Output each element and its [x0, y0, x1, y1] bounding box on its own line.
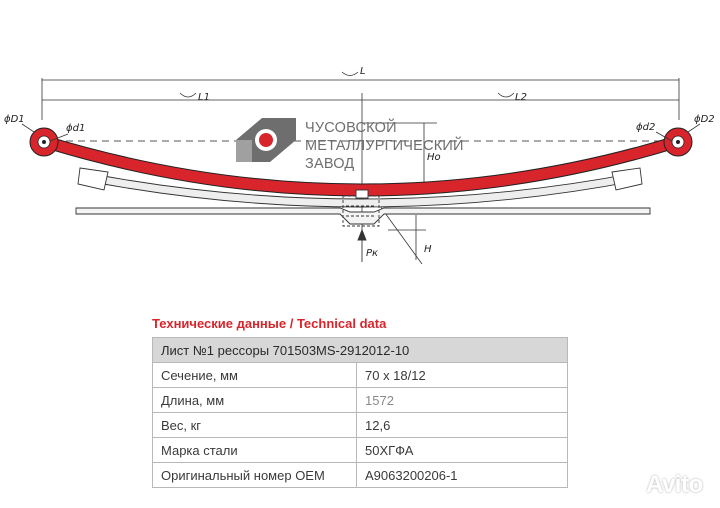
table-row [153, 388, 568, 413]
avito-watermark [612, 470, 703, 500]
logo-line1: ЧУСОВСКОЙ [305, 120, 397, 136]
load-arrow [358, 230, 366, 262]
row-label: Оригинальный номер OEM [153, 463, 357, 488]
spec-table [152, 337, 568, 488]
row-value: 50ХГФА [357, 438, 568, 463]
dimension-L [42, 72, 679, 120]
table-row [153, 363, 568, 388]
left-eye [30, 128, 58, 156]
avito-dots-icon [612, 470, 642, 500]
table-row [153, 413, 568, 438]
label-L2: L2 [515, 92, 527, 103]
label-Ho: Ho [427, 152, 441, 163]
label-d1: ϕd1 [66, 123, 86, 134]
row-label: Вес, кг [153, 413, 357, 438]
row-value: A9063200206-1 [357, 463, 568, 488]
label-L: L [360, 66, 366, 77]
row-value: 70 x 18/12 [357, 363, 568, 388]
logo-line3: ЗАВОД [305, 156, 355, 172]
right-eye [664, 128, 692, 156]
row-label: Сечение, мм [153, 363, 357, 388]
label-L1: L1 [198, 92, 210, 103]
row-value: 1572 [357, 388, 568, 413]
label-d2: ϕd2 [636, 122, 656, 133]
table-header-row [153, 338, 568, 363]
watermark-text: Avito [646, 471, 703, 498]
label-D1: ϕD1 [4, 114, 25, 125]
logo-line2: МЕТАЛЛУРГИЧЕСКИЙ [305, 138, 464, 154]
dimension-H [380, 206, 426, 264]
row-value: 12,6 [357, 413, 568, 438]
table-header: Лист №1 рессоры 701503MS-2912012-10 [153, 338, 568, 363]
table-row [153, 463, 568, 488]
table-row [153, 438, 568, 463]
label-D2: ϕD2 [694, 114, 715, 125]
label-Pk: Pк [366, 248, 379, 259]
label-H: H [424, 244, 432, 255]
company-logo [236, 118, 464, 172]
row-label: Марка стали [153, 438, 357, 463]
row-label: Длина, мм [153, 388, 357, 413]
spec-title: Технические данные / Technical data [152, 316, 387, 331]
